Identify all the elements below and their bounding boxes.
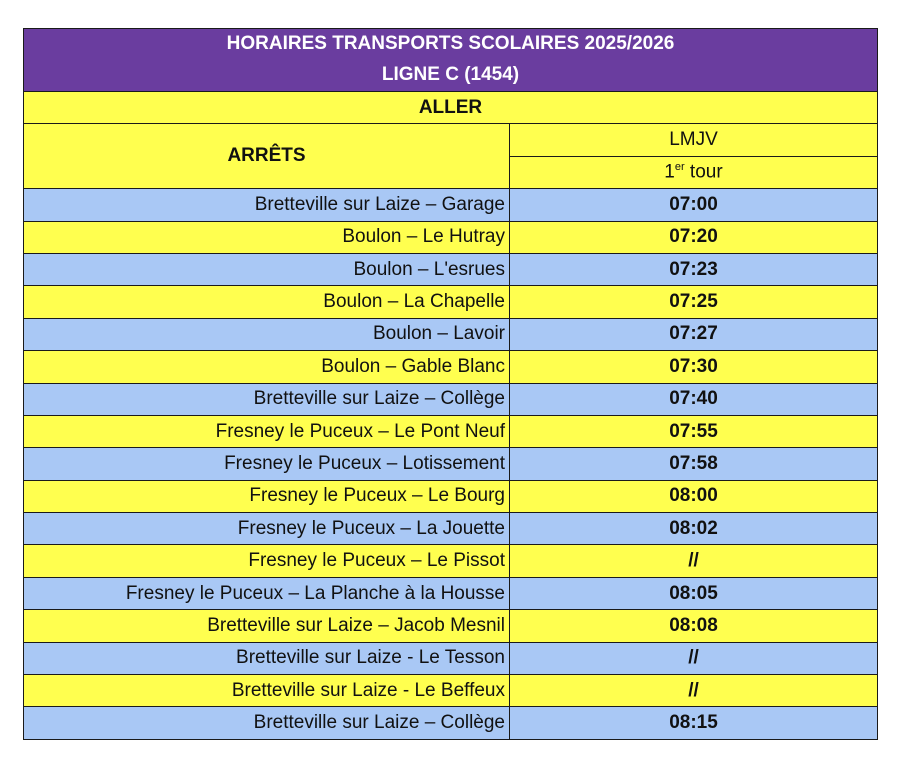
stop-name: Fresney le Puceux – Le Bourg [24, 480, 510, 512]
tour-header [510, 156, 878, 188]
departure-time: 08:00 [510, 480, 878, 512]
departure-time: // [510, 642, 878, 674]
table-row [24, 351, 878, 383]
table-row [24, 707, 878, 739]
stop-name: Fresney le Puceux – Lotissement [24, 448, 510, 480]
stop-name: Bretteville sur Laize – Jacob Mesnil [24, 610, 510, 642]
departure-time: 07:27 [510, 318, 878, 350]
departure-time: 07:40 [510, 383, 878, 415]
tour-word: tour [684, 161, 723, 183]
table-row [24, 513, 878, 545]
table-row [24, 286, 878, 318]
timetable-sheet [23, 28, 877, 740]
stop-name: Boulon – Gable Blanc [24, 351, 510, 383]
table-row [24, 448, 878, 480]
direction-label: ALLER [24, 92, 878, 124]
table-row [24, 383, 878, 415]
departure-time: 07:00 [510, 189, 878, 221]
stops-header: ARRÊTS [24, 124, 510, 189]
title-line-1: HORAIRES TRANSPORTS SCOLAIRES 2025/2026 [226, 33, 675, 54]
direction-row [24, 92, 878, 124]
departure-time: 07:30 [510, 351, 878, 383]
stop-name: Boulon – Lavoir [24, 318, 510, 350]
departure-time: // [510, 675, 878, 707]
table-row [24, 480, 878, 512]
stop-name: Bretteville sur Laize – Garage [24, 189, 510, 221]
timetable [23, 28, 878, 740]
table-row [24, 415, 878, 447]
departure-time: 08:05 [510, 577, 878, 609]
departure-time: 07:58 [510, 448, 878, 480]
stop-name: Fresney le Puceux – Le Pissot [24, 545, 510, 577]
table-row [24, 675, 878, 707]
stop-name: Bretteville sur Laize – Collège [24, 707, 510, 739]
days-header: LMJV [510, 124, 878, 156]
stop-name: Bretteville sur Laize - Le Tesson [24, 642, 510, 674]
table-row [24, 577, 878, 609]
stop-name: Fresney le Puceux – Le Pont Neuf [24, 415, 510, 447]
departure-time: 08:08 [510, 610, 878, 642]
departure-time: 07:25 [510, 286, 878, 318]
stop-name: Boulon – Le Hutray [24, 221, 510, 253]
departure-time: // [510, 545, 878, 577]
departure-time: 07:23 [510, 253, 878, 285]
table-row [24, 221, 878, 253]
table-row [24, 610, 878, 642]
departure-time: 07:20 [510, 221, 878, 253]
table-row [24, 318, 878, 350]
title-line-2: LIGNE C (1454) [381, 64, 520, 85]
stop-name: Boulon – L'esrues [24, 253, 510, 285]
tour-number: 1 [664, 161, 675, 183]
table-row [24, 253, 878, 285]
departure-time: 07:55 [510, 415, 878, 447]
stop-name: Fresney le Puceux – La Planche à la Housse [24, 577, 510, 609]
tour-suffix: er [674, 161, 685, 174]
departure-time: 08:15 [510, 707, 878, 739]
title-row [24, 29, 878, 92]
stop-name: Fresney le Puceux – La Jouette [24, 513, 510, 545]
table-row [24, 642, 878, 674]
title-cell [24, 29, 878, 92]
table-row [24, 189, 878, 221]
departure-time: 08:02 [510, 513, 878, 545]
stop-name: Boulon – La Chapelle [24, 286, 510, 318]
stop-name: Bretteville sur Laize – Collège [24, 383, 510, 415]
table-row [24, 545, 878, 577]
stop-name: Bretteville sur Laize - Le Beffeux [24, 675, 510, 707]
header-row-1 [24, 124, 878, 156]
